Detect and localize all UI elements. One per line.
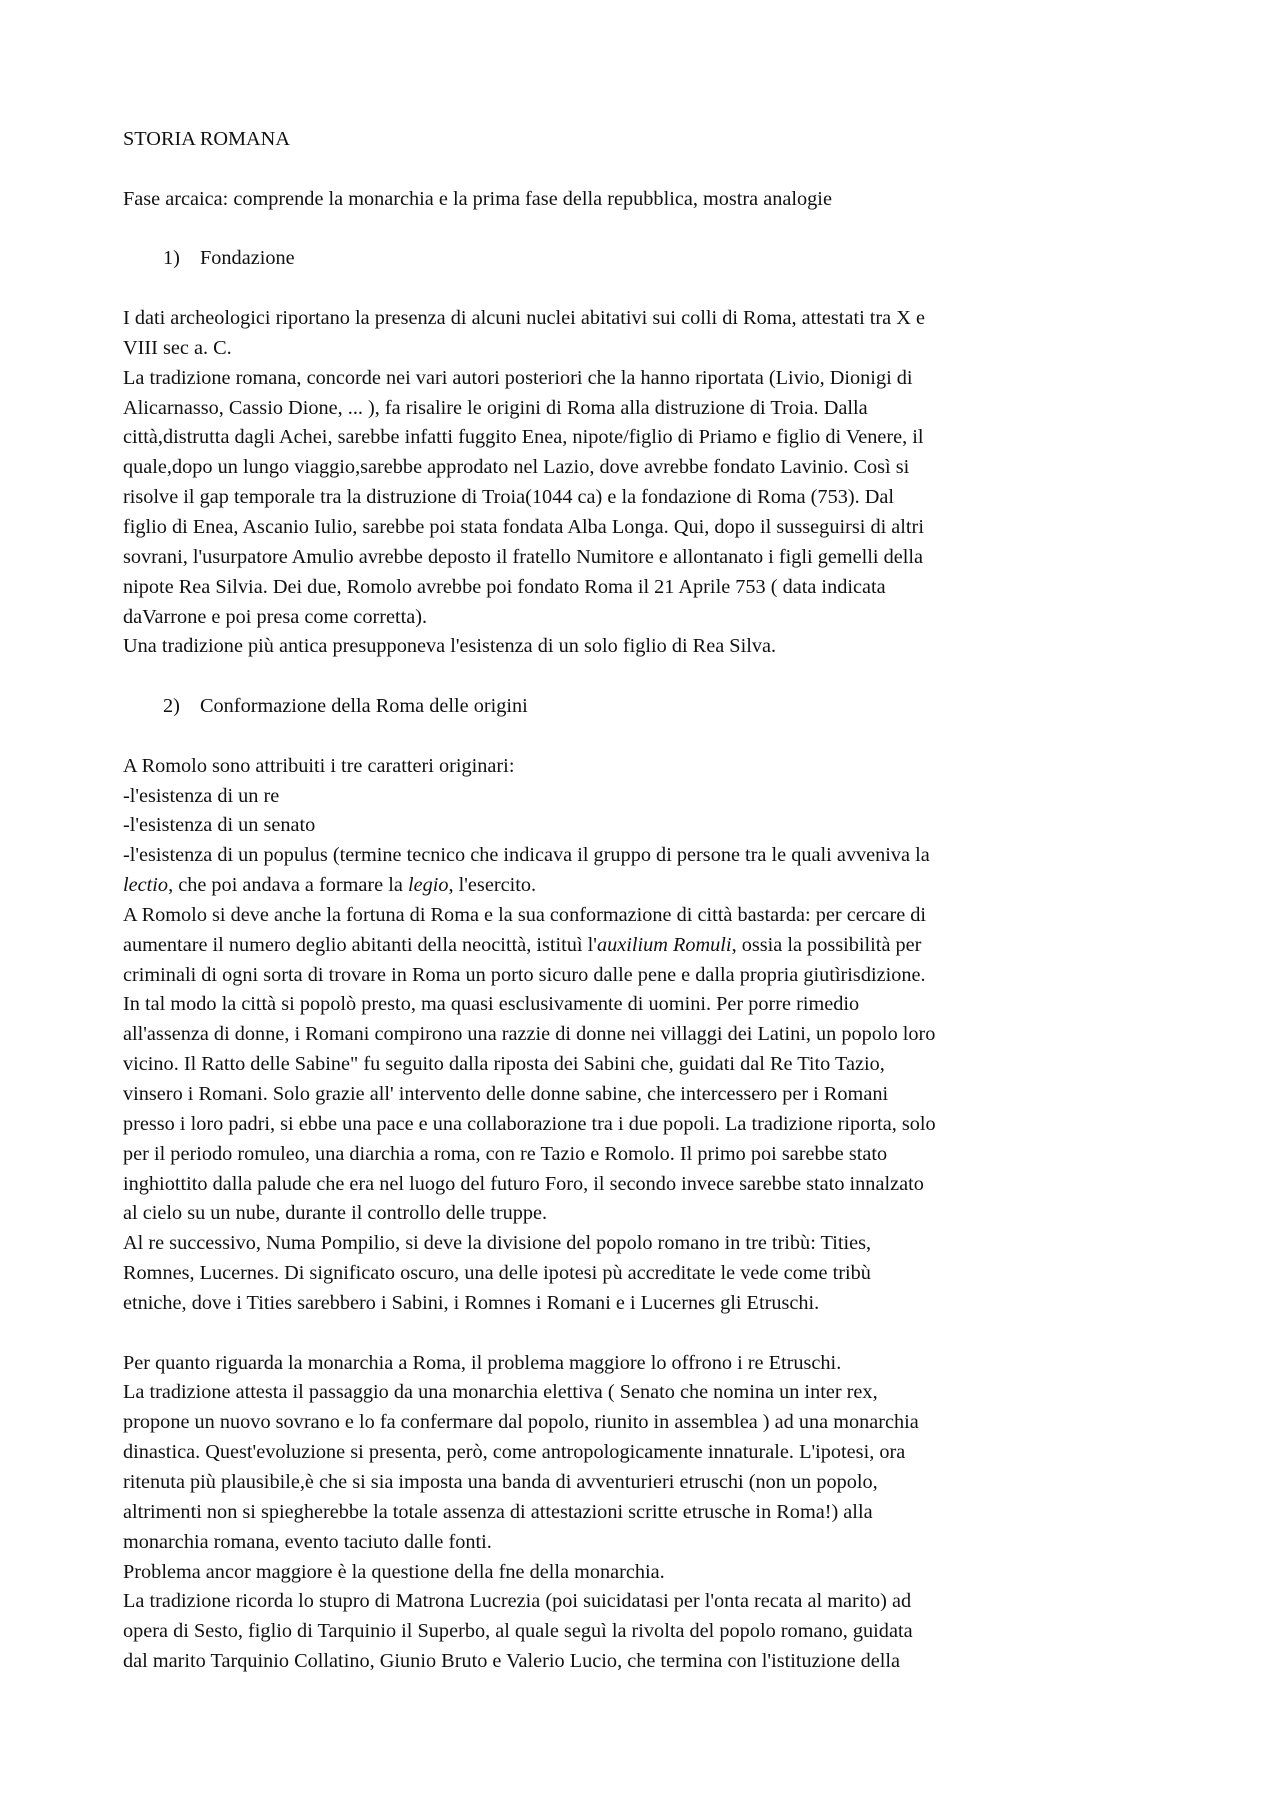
- text-line: Per quanto riguarda la monarchia a Roma, il problema maggiore lo offrono i re Etruschi.: [123, 1351, 842, 1374]
- text-line: per il periodo romuleo, una diarchia a roma, con re Tazio e Romolo. Il primo poi sarebbe stato: [123, 1142, 888, 1165]
- text-line: Alicarnasso, Cassio Dione, ... ), fa risalire le origini di Roma alla distruzione di Troia. Dalla: [123, 396, 868, 419]
- text-line: Romnes, Lucernes. Di significato oscuro, una delle ipotesi pù accreditate le vede come tribù: [123, 1262, 871, 1285]
- section-title: Conformazione della Roma delle origini: [200, 695, 528, 718]
- section-heading: [123, 692, 1203, 722]
- text-line: presso i loro padri, si ebbe una pace e una collaborazione tra i due popoli. La tradizione riporta, solo: [123, 1112, 936, 1135]
- text-line: nipote Rea Silvia. Dei due, Romolo avrebbe poi fondato Roma il 21 Aprile 753 ( data indicata: [123, 575, 886, 598]
- text-line: La tradizione ricorda lo stupro di Matrona Lucrezia (poi suicidatasi per l'onta recata al marito) ad: [123, 1590, 912, 1613]
- text-line: Una tradizione più antica presupponeva l'esistenza di un solo figlio di Rea Silva.: [123, 635, 777, 658]
- text-segment: aumentare il numero deglio abitanti della neocittà, istituì l': [123, 933, 597, 956]
- text-line: A Romolo si deve anche la fortuna di Roma e la sua conformazione di città bastarda: per cercare di: [123, 903, 927, 926]
- text-line: al cielo su un nube, durante il controllo delle truppe.: [123, 1202, 548, 1225]
- section-number: 2): [163, 695, 180, 718]
- text-line: criminali di ogni sorta di trovare in Roma un porto sicuro dalle pene e dalla propria giutìrisdizione.: [123, 963, 926, 986]
- blank-line: [123, 155, 1203, 185]
- text-line: altrimenti non si spiegherebbe la totale assenza di attestazioni scritte etrusche in Roma!) alla: [123, 1500, 873, 1523]
- text-line: Problema ancor maggiore è la questione della fne della monarchia.: [123, 1560, 665, 1583]
- text-line: daVarrone e poi presa come corretta).: [123, 605, 428, 628]
- text-line: inghiottito dalla palude che era nel luogo del futuro Foro, il secondo invece sarebbe stato innalzato: [123, 1172, 924, 1195]
- text-line: figlio di Enea, Ascanio Iulio, sarebbe poi stata fondata Alba Longa. Qui, dopo il susseguirsi di altri: [123, 515, 924, 538]
- text-line: -l'esistenza di un senato: [123, 814, 316, 837]
- text-line: all'assenza di donne, i Romani compirono una razzie di donne nei villaggi dei Latini, un popolo loro: [123, 1023, 936, 1046]
- text-line: vinsero i Romani. Solo grazie all' intervento delle donne sabine, che intercessero per i Romani: [123, 1083, 889, 1105]
- document-title: STORIA ROMANA: [123, 128, 290, 150]
- text-line: VIII sec a. C.: [123, 336, 232, 359]
- text-line: La tradizione attesta il passaggio da una monarchia elettiva ( Senato che nomina un inter rex,: [123, 1381, 878, 1404]
- document-page: [123, 125, 1203, 1677]
- section-title: Fondazione: [200, 247, 295, 270]
- text-segment: , l'esercito.: [448, 874, 537, 897]
- text-line: risolve il gap temporale tra la distruzione di Troia(1044 ca) e la fondazione di Roma (753). Dal: [123, 486, 895, 509]
- text-segment: , ossia la possibilità per: [731, 933, 922, 956]
- text-line: A Romolo sono attribuiti i tre caratteri originari:: [123, 754, 515, 777]
- blank-line: [123, 215, 1203, 245]
- italic-term: lectio: [123, 874, 169, 897]
- italic-term: legio: [407, 874, 449, 897]
- text-segment: , che poi andava a formare la: [168, 874, 408, 897]
- blank-line: [123, 722, 1203, 752]
- text-line: sovrani, l'usurpatore Amulio avrebbe deposto il fratello Numitore e allontanato i figli gemelli della: [123, 545, 924, 568]
- italic-term: auxilium Romuli: [596, 933, 732, 956]
- text-line: Al re successivo, Numa Pompilio, si deve la divisione del popolo romano in tre tribù: Tities,: [123, 1232, 872, 1255]
- text-line: monarchia romana, evento taciuto dalle fonti.: [123, 1530, 492, 1553]
- text-line: -l'esistenza di un re: [123, 784, 280, 807]
- text-line: ritenuta più plausibile,è che si sia imposta una banda di avventurieri etruschi (non un popolo,: [123, 1470, 878, 1493]
- text-line: [123, 931, 1203, 961]
- section-number: 1): [163, 247, 180, 270]
- text-line: La tradizione romana, concorde nei vari autori posteriori che la hanno riportata (Livio, Dionigi di: [123, 366, 913, 389]
- text-line: dal marito Tarquinio Collatino, Giunio Bruto e Valerio Lucio, che termina con l'istituzione della: [123, 1650, 901, 1673]
- text-line: -l'esistenza di un populus (termine tecnico che indicava il gruppo di persone tra le quali avveniva la: [123, 844, 930, 867]
- text-line: Fase arcaica: comprende la monarchia e la prima fase della repubblica, mostra analogie: [123, 187, 832, 210]
- blank-line: [123, 662, 1203, 692]
- blank-line: [123, 1319, 1203, 1349]
- text-line: [123, 871, 1203, 901]
- text-line: I dati archeologici riportano la presenza di alcuni nuclei abitativi sui colli di Roma, attestati tra X e: [123, 307, 925, 330]
- text-line: opera di Sesto, figlio di Tarquinio il Superbo, al quale seguì la rivolta del popolo romano, guidata: [123, 1620, 913, 1643]
- text-line: etniche, dove i Tities sarebbero i Sabini, i Romnes i Romani e i Lucernes gli Etruschi.: [123, 1291, 820, 1314]
- text-line: quale,dopo un lungo viaggio,sarebbe approdato nel Lazio, dove avrebbe fondato Lavinio. Così si: [123, 456, 910, 479]
- text-line: propone un nuovo sovrano e lo fa confermare dal popolo, riunito in assemblea ) ad una monarchia: [123, 1411, 919, 1434]
- blank-line: [123, 274, 1203, 304]
- text-line: città,distrutta dagli Achei, sarebbe infatti fuggito Enea, nipote/figlio di Priamo e figlio di Venere, il: [123, 426, 924, 449]
- text-line: dinastica. Quest'evoluzione si presenta, però, come antropologicamente innaturale. L'ipotesi, ora: [123, 1441, 906, 1464]
- text-line: In tal modo la città si popolò presto, ma quasi esclusivamente di uomini. Per porre rimedio: [123, 993, 860, 1016]
- text-line: vicino. Il Ratto delle Sabine" fu seguito dalla riposta dei Sabini che, guidati dal Re Tito Tazio,: [123, 1053, 885, 1076]
- section-heading: [123, 244, 1203, 274]
